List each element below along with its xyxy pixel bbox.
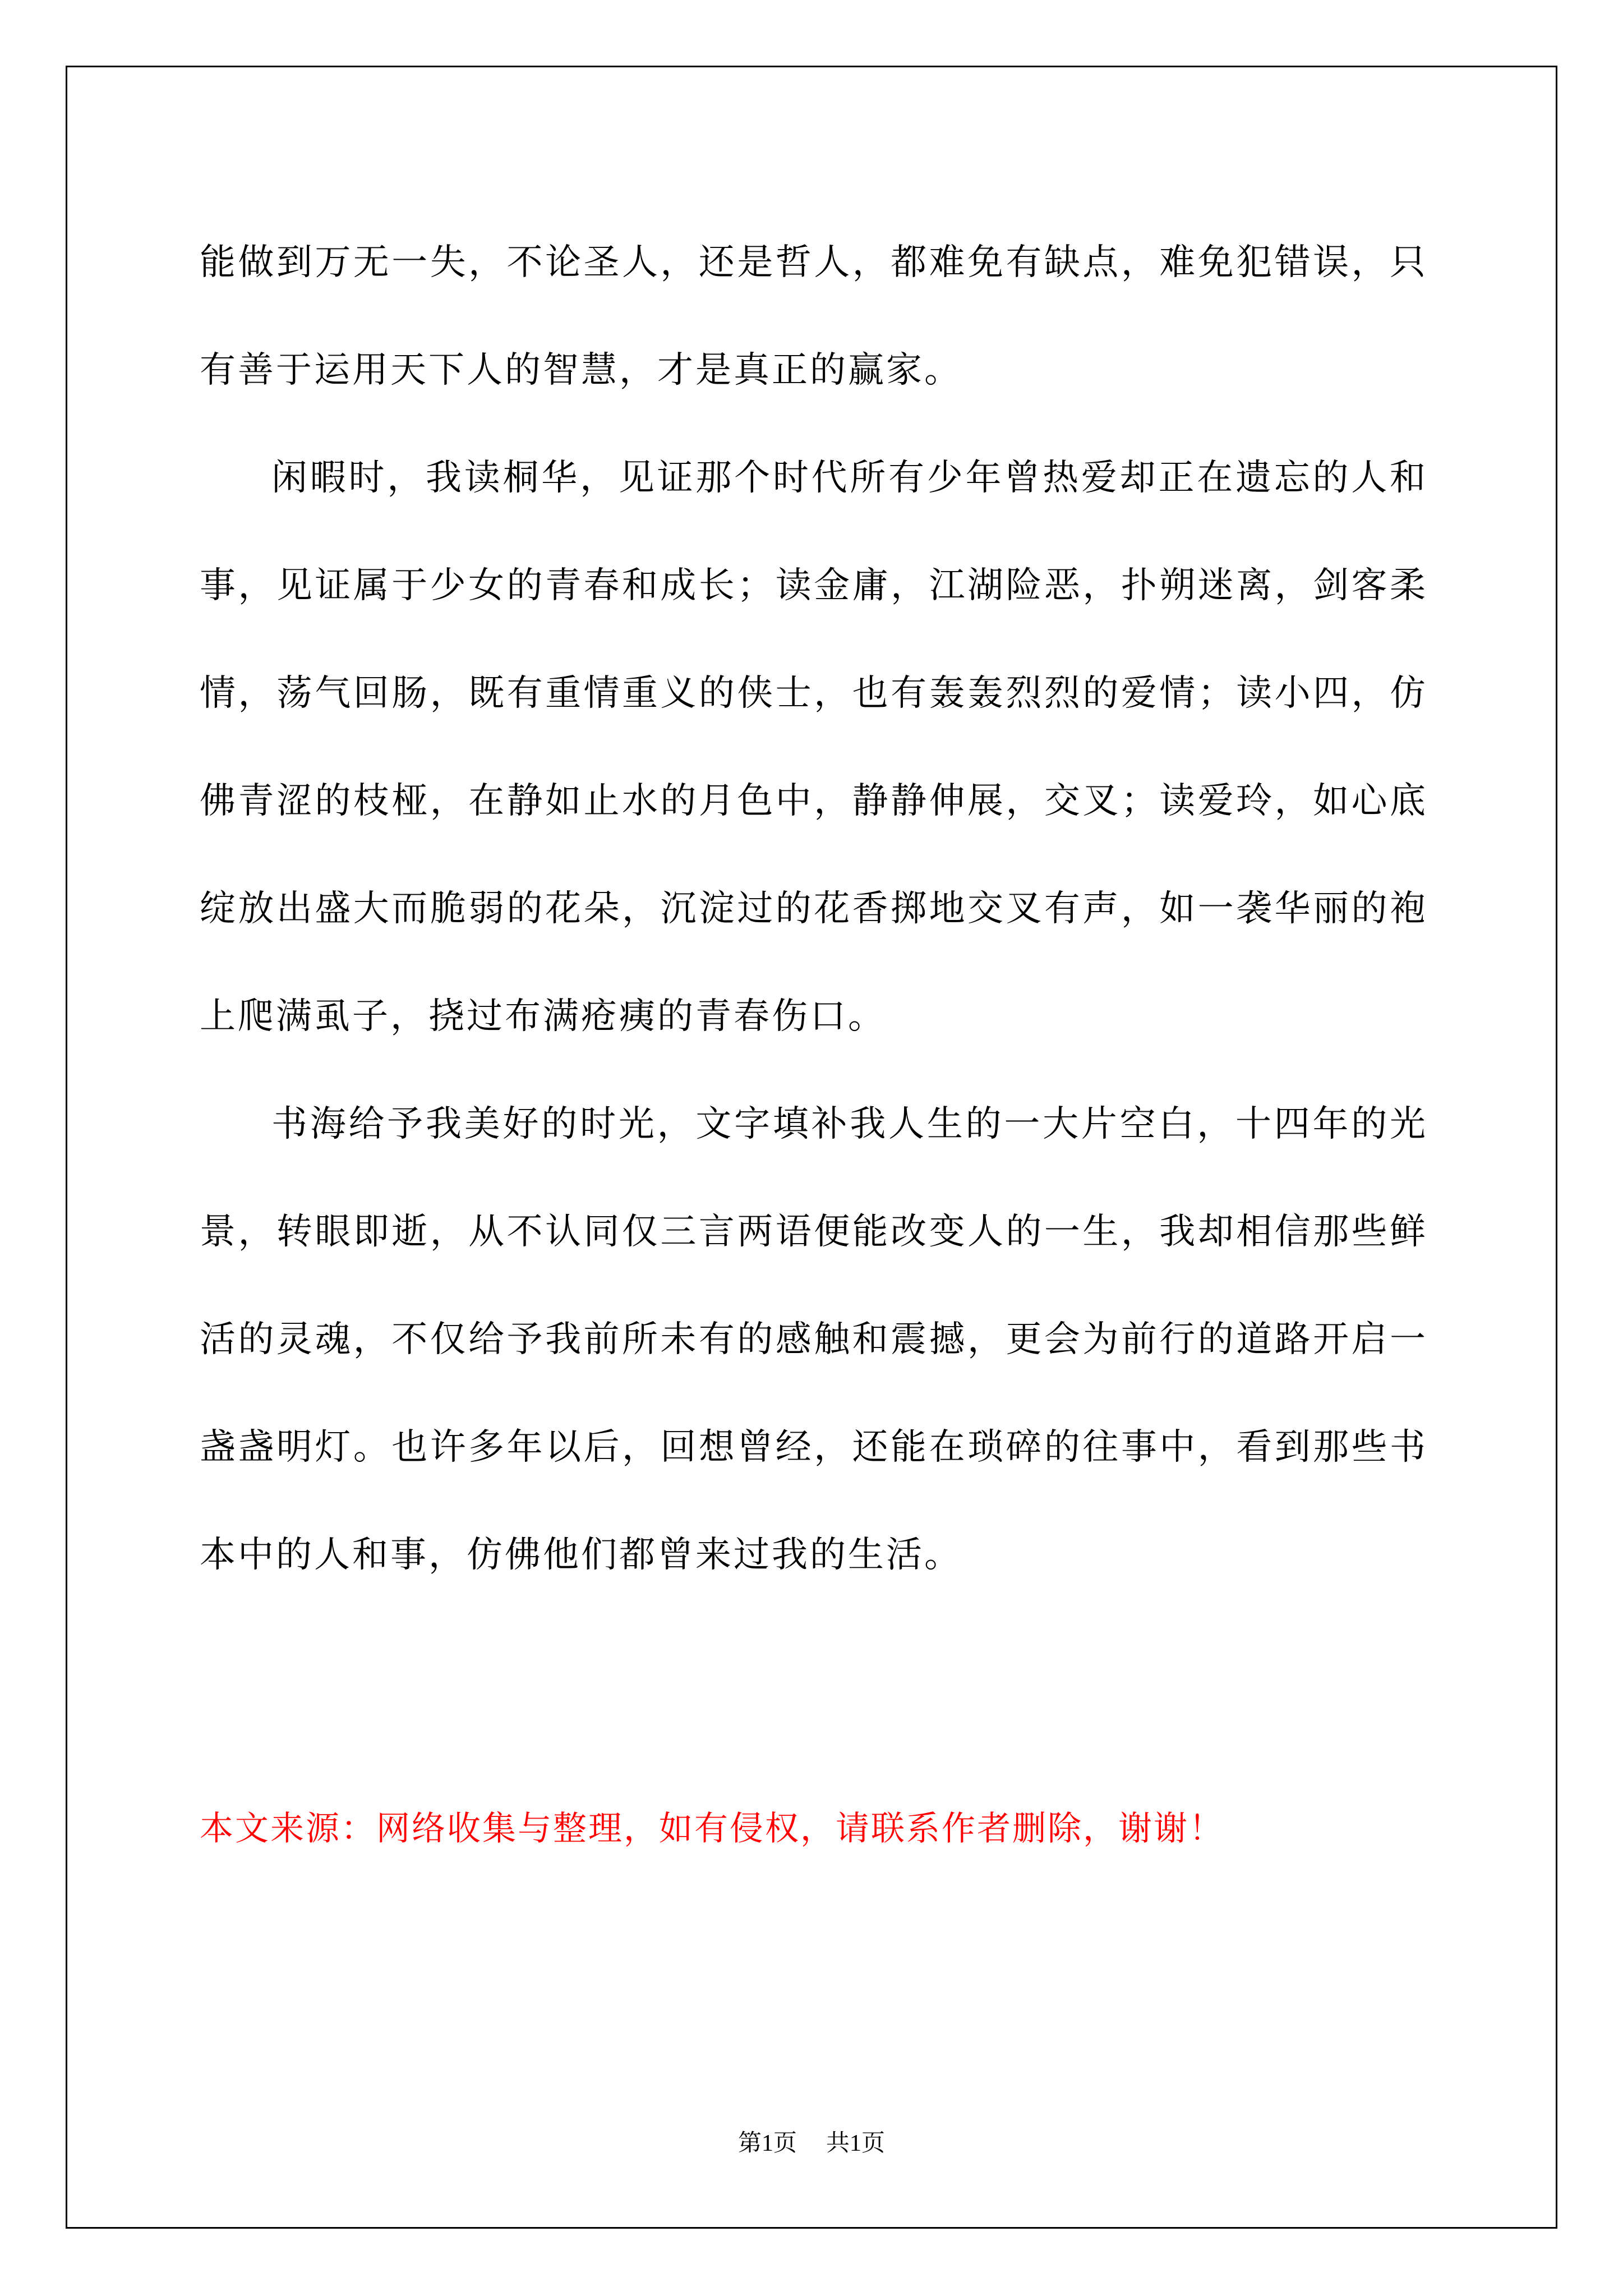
page-total-label: 共1页 (826, 2131, 886, 2156)
source-note: 本文来源：网络收集与整理，如有侵权，请联系作者删除，谢谢！ (200, 1809, 1224, 1848)
document-body (200, 209, 1428, 1609)
page-current-label: 第1页 (737, 2131, 797, 2156)
page-footer (0, 2128, 1623, 2159)
paragraph-2: 闲暇时，我读桐华，见证那个时代所有少年曾热爱却正在遗忘的人和事，见证属于少女的青春和成长；读金庸，江湖险恶，扑朔迷离，剑客柔情，荡气回肠，既有重情重义的侠士，也有轰轰烈烈的爱情；读小四，仿佛青涩的枝桠，在静如止水的月色中，静静伸展，交叉；读爱玲，如心底绽放出盛大而脆弱的花朵，沉淀过的花香掷地交叉有声，如一袭华丽的袍上爬满虱子，挠过布满疮痍的青春伤口。 (200, 457, 1428, 1037)
paragraph-3: 书海给予我美好的时光，文字填补我人生的一大片空白，十四年的光景，转眼即逝，从不认同仅三言两语便能改变人的一生，我却相信那些鲜活的灵魂，不仅给予我前所未有的感触和震撼，更会为前行的道路开启一盏盏明灯。也许多年以后，回想曾经，还能在琐碎的往事中，看到那些书本中的人和事，仿佛他们都曾来过我的生活。 (200, 1103, 1428, 1576)
paragraph-1: 能做到万无一失，不论圣人，还是哲人，都难免有缺点，难免犯错误，只有善于运用天下人的智慧，才是真正的赢家。 (200, 242, 1428, 391)
